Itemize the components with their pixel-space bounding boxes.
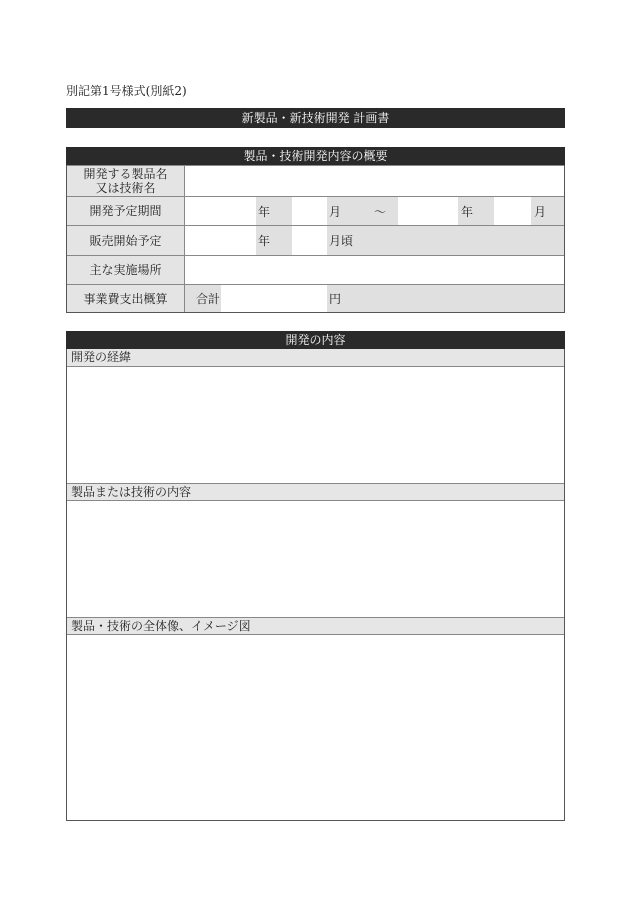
end-year-field[interactable] xyxy=(398,197,458,225)
overall-image-field[interactable] xyxy=(67,635,564,820)
start-year-field[interactable] xyxy=(185,197,256,225)
sales-year-field[interactable] xyxy=(185,226,256,255)
dev-period-label: 開発予定期間 xyxy=(67,197,185,225)
product-name-field[interactable] xyxy=(185,166,564,196)
sales-month-field[interactable] xyxy=(292,226,327,255)
cost-total-label: 合計 xyxy=(185,285,221,312)
overview-header: 製品・技術開発内容の概要 xyxy=(66,147,565,165)
row-cost xyxy=(67,284,564,312)
sales-start-label: 販売開始予定 xyxy=(67,226,185,255)
overview-table xyxy=(66,147,565,313)
product-name-label-line2: 又は技術名 xyxy=(95,181,156,195)
content-header: 開発の内容 xyxy=(66,331,565,349)
sales-month-unit: 月頃 xyxy=(327,226,564,255)
background-label: 開発の経緯 xyxy=(67,349,564,367)
start-month-text: 月 xyxy=(329,204,342,219)
location-label: 主な実施場所 xyxy=(67,256,185,284)
document-title: 新製品・新技術開発 計画書 xyxy=(66,108,565,128)
start-year-unit: 年 xyxy=(256,197,292,225)
overall-image-label: 製品・技術の全体像、イメージ図 xyxy=(67,617,564,635)
row-sales-start xyxy=(67,225,564,255)
end-month-unit: 月 xyxy=(531,197,564,225)
period-tilde: 〜 xyxy=(374,204,387,219)
background-field[interactable] xyxy=(67,367,564,483)
start-month-unit xyxy=(327,197,398,225)
end-month-field[interactable] xyxy=(494,197,531,225)
row-location xyxy=(67,255,564,284)
location-field[interactable] xyxy=(185,256,564,284)
product-content-label: 製品または技術の内容 xyxy=(67,483,564,501)
row-dev-period xyxy=(67,196,564,225)
row-product-name xyxy=(67,165,564,196)
product-name-label xyxy=(67,166,185,196)
form-id: 別記第1号様式(別紙2) xyxy=(66,84,187,98)
cost-label: 事業費支出概算 xyxy=(67,285,185,312)
cost-amount-field[interactable] xyxy=(221,285,327,312)
product-name-label-line1: 開発する製品名 xyxy=(83,167,168,181)
cost-yen-unit: 円 xyxy=(327,285,564,312)
product-content-field[interactable] xyxy=(67,501,564,617)
sales-year-unit: 年 xyxy=(256,226,292,255)
end-year-unit: 年 xyxy=(458,197,494,225)
start-month-field[interactable] xyxy=(292,197,327,225)
content-table xyxy=(66,331,565,821)
